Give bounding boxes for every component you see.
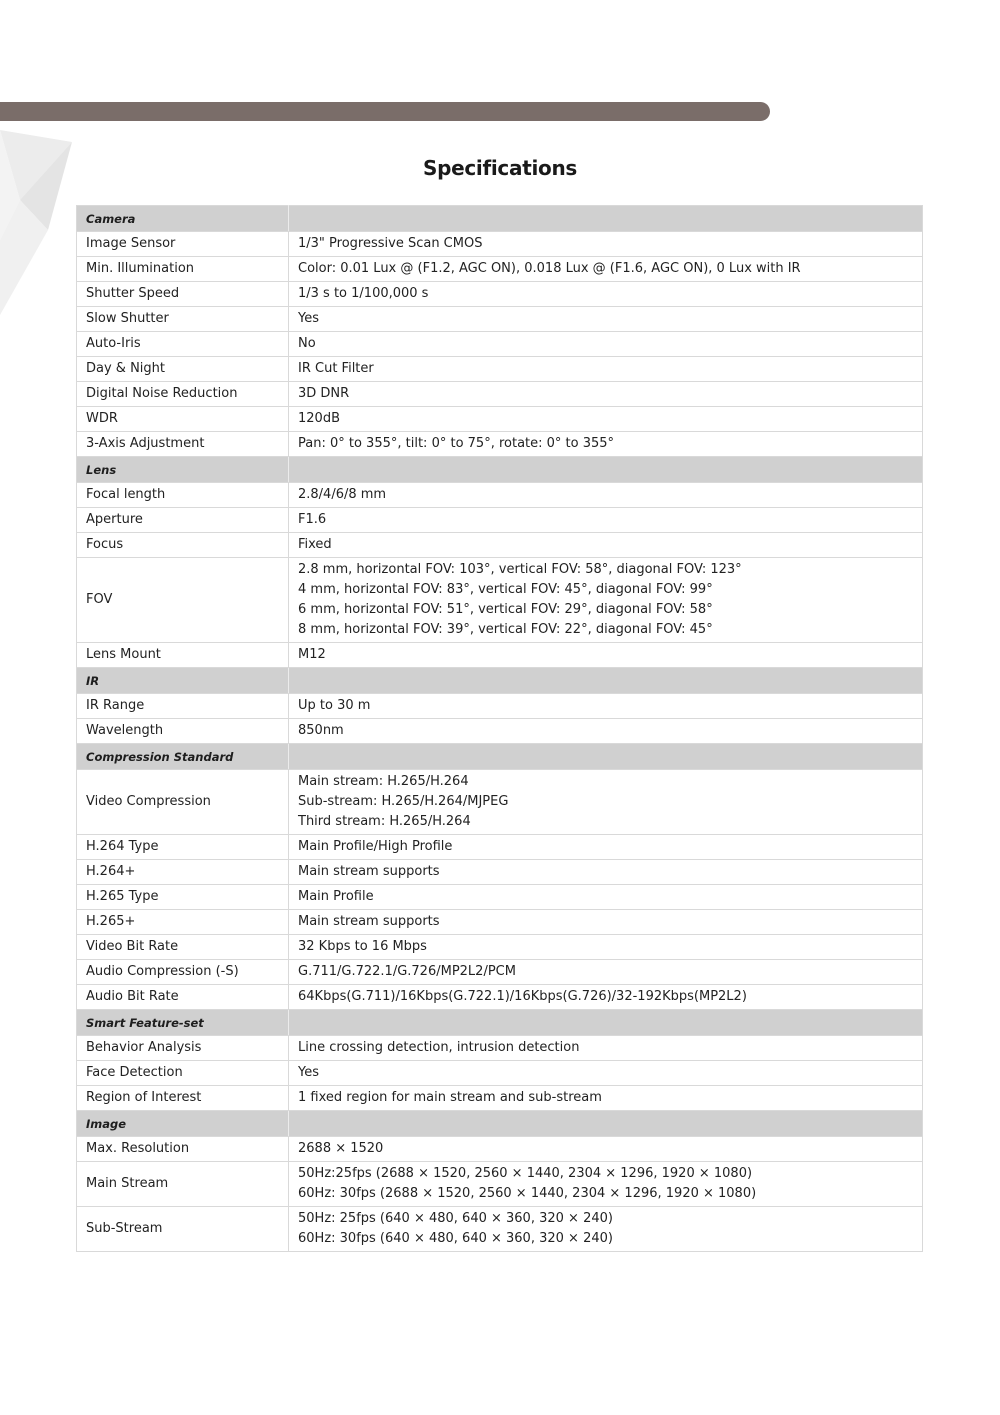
spec-value-line: G.711/G.722.1/G.726/MP2L2/PCM [298,964,516,979]
spec-value-line: Fixed [298,537,332,552]
spec-row [77,332,923,357]
spec-label: H.264 Type [77,835,289,860]
spec-value-line: Color: 0.01 Lux @ (F1.2, AGC ON), 0.018 Lux @ (F1.6, AGC ON), 0 Lux with IR [298,261,801,276]
spec-row [77,257,923,282]
spec-value-line: 2688 × 1520 [298,1141,384,1156]
spec-value [289,307,923,332]
section-header [77,744,923,770]
spec-value [289,1137,923,1162]
spec-label: Behavior Analysis [77,1036,289,1061]
spec-label: Image Sensor [77,232,289,257]
page-title: Specifications [422,156,577,180]
spec-value-line: 6 mm, horizontal FOV: 51°, vertical FOV: 29°, diagonal FOV: 58° [298,602,713,617]
spec-value [289,935,923,960]
spec-value [289,483,923,508]
spec-value [289,1086,923,1111]
spec-value [289,643,923,668]
section-header-filler [289,1111,923,1137]
spec-value-line: 2.8 mm, horizontal FOV: 103°, vertical FOV: 58°, diagonal FOV: 123° [298,562,742,577]
spec-row [77,960,923,985]
decorative-star-graphic [0,120,80,320]
spec-row [77,1207,923,1252]
spec-value [289,407,923,432]
spec-value [289,382,923,407]
spec-label: Wavelength [77,719,289,744]
spec-label: Slow Shutter [77,307,289,332]
spec-value [289,558,923,643]
spec-row [77,935,923,960]
spec-row [77,382,923,407]
spec-row [77,1036,923,1061]
spec-label: WDR [77,407,289,432]
section-header [77,206,923,232]
spec-value [289,1061,923,1086]
spec-value-line: Yes [298,311,319,326]
spec-label: 3-Axis Adjustment [77,432,289,457]
section-header [77,457,923,483]
spec-value-line: Main Profile/High Profile [298,839,453,854]
spec-value-line: Line crossing detection, intrusion detection [298,1040,580,1055]
section-title: Camera [77,206,289,232]
spec-label: Sub-Stream [77,1207,289,1252]
spec-label: Audio Compression (-S) [77,960,289,985]
spec-value-line: Sub-stream: H.265/H.264/MJPEG [298,794,509,809]
spec-label: Digital Noise Reduction [77,382,289,407]
spec-value [289,1207,923,1252]
header-bar [0,102,770,121]
spec-value [289,1036,923,1061]
section-title: Smart Feature-set [77,1010,289,1036]
spec-row [77,1061,923,1086]
spec-value [289,1162,923,1207]
spec-value [289,432,923,457]
spec-value [289,985,923,1010]
spec-row [77,885,923,910]
spec-row [77,694,923,719]
spec-value [289,332,923,357]
spec-value-line: Up to 30 m [298,698,371,713]
section-header [77,1010,923,1036]
spec-value [289,282,923,307]
spec-value [289,960,923,985]
specifications-table [76,205,923,1252]
section-title: Compression Standard [77,744,289,770]
spec-value-line: 50Hz:25fps (2688 × 1520, 2560 × 1440, 2304 × 1296, 1920 × 1080) [298,1166,753,1181]
spec-row [77,407,923,432]
section-header-filler [289,1010,923,1036]
spec-row [77,1162,923,1207]
spec-value-line: 32 Kbps to 16 Mbps [298,939,427,954]
spec-value [289,770,923,835]
spec-label: H.265+ [77,910,289,935]
spec-value [289,910,923,935]
spec-row [77,1086,923,1111]
spec-value-line: 64Kbps(G.711)/16Kbps(G.722.1)/16Kbps(G.726)/32-192Kbps(MP2L2) [298,989,747,1004]
spec-label: Audio Bit Rate [77,985,289,1010]
spec-value-line: 4 mm, horizontal FOV: 83°, vertical FOV: 45°, diagonal FOV: 99° [298,582,713,597]
spec-label: Region of Interest [77,1086,289,1111]
spec-value-line: 60Hz: 30fps (2688 × 1520, 2560 × 1440, 2304 × 1296, 1920 × 1080) [298,1186,757,1201]
spec-row [77,432,923,457]
spec-row [77,483,923,508]
spec-value-line: 3D DNR [298,386,350,401]
spec-value-line: 60Hz: 30fps (640 × 480, 640 × 360, 320 × 240) [298,1231,613,1246]
spec-label: Main Stream [77,1162,289,1207]
spec-value-line: 850nm [298,723,344,738]
spec-label: Min. Illumination [77,257,289,282]
spec-label: Auto-Iris [77,332,289,357]
spec-row [77,232,923,257]
spec-value-line: 1 fixed region for main stream and sub-stream [298,1090,602,1105]
spec-label: Video Compression [77,770,289,835]
spec-value-line: No [298,336,316,351]
spec-label: H.265 Type [77,885,289,910]
spec-row [77,307,923,332]
spec-value [289,860,923,885]
spec-value [289,835,923,860]
spec-value-line: 2.8/4/6/8 mm [298,487,387,502]
spec-value [289,257,923,282]
spec-label: Shutter Speed [77,282,289,307]
spec-value-line: Main stream supports [298,914,440,929]
spec-value [289,508,923,533]
spec-row [77,1137,923,1162]
spec-value-line: 120dB [298,411,340,426]
spec-label: Focus [77,533,289,558]
spec-row [77,860,923,885]
spec-row [77,910,923,935]
spec-row [77,985,923,1010]
spec-value-line: Main stream: H.265/H.264 [298,774,469,789]
spec-row [77,533,923,558]
spec-value-line: 50Hz: 25fps (640 × 480, 640 × 360, 320 × 240) [298,1211,613,1226]
spec-label: Day & Night [77,357,289,382]
spec-label: Focal length [77,483,289,508]
spec-value [289,533,923,558]
spec-value-line: Main Profile [298,889,374,904]
spec-label: Aperture [77,508,289,533]
spec-value [289,357,923,382]
spec-row [77,643,923,668]
spec-row [77,835,923,860]
spec-row [77,357,923,382]
spec-value-line: IR Cut Filter [298,361,374,376]
spec-row [77,508,923,533]
section-title: Lens [77,457,289,483]
spec-label: H.264+ [77,860,289,885]
spec-label: Face Detection [77,1061,289,1086]
section-header-filler [289,206,923,232]
spec-label: Video Bit Rate [77,935,289,960]
section-header [77,1111,923,1137]
spec-value-line: Yes [298,1065,319,1080]
spec-value-line: M12 [298,647,326,662]
spec-label: Lens Mount [77,643,289,668]
spec-value-line: Pan: 0° to 355°, tilt: 0° to 75°, rotate: 0° to 355° [298,436,615,451]
spec-label: IR Range [77,694,289,719]
spec-value-line: Main stream supports [298,864,440,879]
spec-value [289,719,923,744]
spec-row [77,558,923,643]
spec-value-line: F1.6 [298,512,327,527]
spec-value-line: 1/3 s to 1/100,000 s [298,286,429,301]
section-header [77,668,923,694]
section-header-filler [289,744,923,770]
spec-row [77,719,923,744]
spec-value-line: 1/3" Progressive Scan CMOS [298,236,483,251]
section-header-filler [289,668,923,694]
spec-value [289,885,923,910]
spec-value [289,694,923,719]
spec-label: Max. Resolution [77,1137,289,1162]
spec-value-line: 8 mm, horizontal FOV: 39°, vertical FOV: 22°, diagonal FOV: 45° [298,622,713,637]
section-header-filler [289,457,923,483]
spec-row [77,770,923,835]
spec-row [77,282,923,307]
spec-value-line: Third stream: H.265/H.264 [298,814,471,829]
section-title: Image [77,1111,289,1137]
spec-value [289,232,923,257]
spec-label: FOV [77,558,289,643]
section-title: IR [77,668,289,694]
